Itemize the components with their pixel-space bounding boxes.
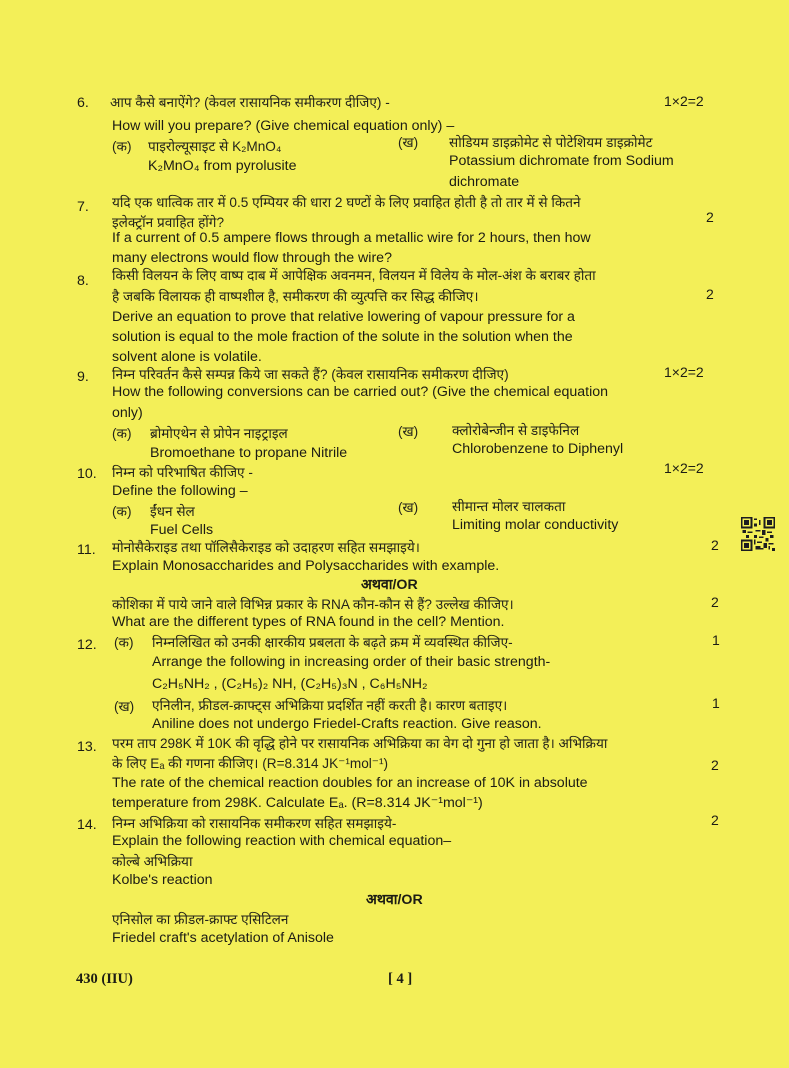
q13-english-2: temperature from 298K. Calculate Eₐ. (R=8.314 JK⁻¹mol⁻¹) [112, 795, 483, 811]
q12b-marks: 1 [712, 695, 720, 711]
q9-number: 9. [77, 369, 89, 385]
q8-number: 8. [77, 273, 89, 289]
q12a-marks: 1 [712, 632, 720, 648]
q8-marks: 2 [706, 286, 714, 302]
q9b-label: (ख) [398, 424, 419, 439]
q10a-hindi: ईंधन सेल [150, 504, 195, 519]
q6b-english-2: dichromate [449, 174, 520, 190]
q12b-english: Aniline does not undergo Friedel-Crafts reaction. Give reason. [152, 716, 542, 732]
q9b-english: Chlorobenzene to Diphenyl [452, 441, 624, 457]
q11-number: 11. [77, 542, 96, 558]
q9-english-2: only) [112, 405, 143, 421]
q9b-hindi: क्लोरोबेन्जीन से डाइफेनिल [452, 423, 580, 438]
q7-marks: 2 [706, 209, 714, 225]
q6b-label: (ख) [398, 135, 419, 150]
q12a-hindi: निम्नलिखित को उनकी क्षारकीय प्रबलता के बढ़ते क्रम में व्यवस्थित कीजिए- [152, 635, 513, 650]
q11-hindi: मोनोसैकेराइड तथा पॉलिसैकेराइड को उदाहरण सहित समझाइये। [112, 540, 420, 555]
q12a-english: Arrange the following in increasing order of their basic strength- [152, 654, 551, 670]
q6-marks: 1×2=2 [664, 93, 704, 109]
q10-marks: 1×2=2 [664, 460, 704, 476]
q6a-label: (क) [112, 139, 132, 154]
q8-english-3: solvent alone is volatile. [112, 349, 262, 365]
q8-hindi-2: है जबकि विलायक ही वाष्पशील है, समीकरण की व्युत्पत्ति कर सिद्ध कीजिए। [112, 289, 479, 304]
q9a-hindi: ब्रोमोएथेन से प्रोपेन नाइट्राइल [150, 426, 288, 441]
q9-hindi: निम्न परिवर्तन कैसे सम्पन्न किये जा सकते हैं? (केवल रासायनिक समीकरण दीजिए) [112, 367, 509, 382]
q12b-hindi: एनिलीन, फ्रीडल-क्राफ्ट्स अभिक्रिया प्रदर्शित नहीं करती है। कारण बताइए। [152, 698, 508, 713]
q9a-label: (क) [112, 426, 132, 441]
q10b-label: (ख) [398, 500, 419, 515]
q10b-english: Limiting molar conductivity [452, 517, 619, 533]
q8-english-2: solution is equal to the mole fraction of the solute in the solution when the [112, 329, 573, 345]
q8-hindi-1: किसी विलयन के लिए वाष्प दाब में आपेक्षिक अवनमन, विलयन में विलेय के मोल-अंश के बराबर होता [112, 268, 596, 283]
q13-number: 13. [77, 739, 97, 755]
paper-code: 430 (IIU) [76, 971, 133, 987]
q7-number: 7. [77, 199, 89, 215]
q12-number: 12. [77, 637, 97, 653]
q11-alt-english: What are the different types of RNA found in the cell? Mention. [112, 614, 505, 630]
q7-hindi-2: इलेक्ट्रॉन प्रवाहित होंगे? [112, 215, 225, 230]
q13-hindi-2: के लिए Eₐ की गणना कीजिए। (R=8.314 JK⁻¹mol⁻¹) [112, 756, 389, 771]
q11-marks: 2 [711, 537, 719, 553]
q10-english: Define the following – [112, 483, 248, 499]
q14-reaction-english: Kolbe's reaction [112, 872, 213, 888]
q6-number: 6. [77, 95, 89, 111]
q6b-english-1: Potassium dichromate from Sodium [449, 153, 674, 169]
q12a-label: (क) [114, 635, 134, 650]
q6-hindi: आप कैसे बनाऐंगे? (केवल रासायनिक समीकरण दीजिए) - [110, 95, 390, 110]
q14-alt-english: Friedel craft's acetylation of Anisole [112, 930, 334, 946]
q14-reaction-hindi: कोल्बे अभिक्रिया [112, 854, 193, 869]
q6-english: How will you prepare? (Give chemical equation only) – [112, 118, 455, 134]
q11-alt-marks: 2 [711, 594, 719, 610]
q12a-formula: C₂H₅NH₂ , (C₂H₅)₂ NH, (C₂H₅)₃N , C₆H₅NH₂ [152, 676, 428, 692]
qr-code [741, 517, 775, 551]
q10a-english: Fuel Cells [150, 522, 214, 538]
q10-hindi: निम्न को परिभाषित कीजिए - [112, 465, 253, 480]
q6b-hindi: सोडियम डाइक्रोमेट से पोटेशियम डाइक्रोमेट [449, 135, 653, 150]
q7-hindi-1: यदि एक धात्विक तार में 0.5 एम्पियर की धारा 2 घण्टों के लिए प्रवाहित होती है तो तार में से कितने [112, 195, 581, 210]
q13-marks: 2 [711, 757, 719, 773]
q12b-label: (ख) [114, 699, 135, 714]
page-number: [ 4 ] [388, 971, 413, 987]
q7-english-2: many electrons would flow through the wire? [112, 250, 392, 266]
q8-english-1: Derive an equation to prove that relative lowering of vapour pressure for a [112, 309, 575, 325]
q14-or-divider: अथवा/OR [366, 892, 423, 908]
q11-alt-hindi: कोशिका में पाये जाने वाले विभिन्न प्रकार के RNA कौन-कौन से हैं? उल्लेख कीजिए। [112, 597, 514, 612]
q14-marks: 2 [711, 812, 719, 828]
q14-english: Explain the following reaction with chemical equation– [112, 833, 452, 849]
q13-english-1: The rate of the chemical reaction doubles for an increase of 10K in absolute [112, 775, 588, 791]
q10-number: 10. [77, 466, 97, 482]
q10a-label: (क) [112, 504, 132, 519]
q6a-hindi: पाइरोल्यूसाइट से K₂MnO₄ [148, 139, 282, 154]
q6a-english: K₂MnO₄ from pyrolusite [148, 158, 297, 174]
q7-english-1: If a current of 0.5 ampere flows through a metallic wire for 2 hours, then how [112, 230, 591, 246]
q11-english: Explain Monosaccharides and Polysaccharides with example. [112, 558, 500, 574]
q14-hindi: निम्न अभिक्रिया को रासायनिक समीकरण सहित समझाइये- [112, 816, 397, 831]
q9a-english: Bromoethane to propane Nitrile [150, 445, 348, 461]
q14-alt-hindi: एनिसोल का फ्रीडल-क्राफ्ट एसिटिलन [112, 912, 289, 927]
q13-hindi-1: परम ताप 298K में 10K की वृद्धि होने पर रासायनिक अभिक्रिया का वेग दो गुना हो जाता है। अभिक्रिया [112, 736, 608, 751]
q10b-hindi: सीमान्त मोलर चालकता [452, 499, 566, 514]
q14-number: 14. [77, 817, 97, 833]
q9-english-1: How the following conversions can be carried out? (Give the chemical equation [112, 384, 609, 400]
q11-or-divider: अथवा/OR [361, 577, 418, 593]
q9-marks: 1×2=2 [664, 364, 704, 380]
